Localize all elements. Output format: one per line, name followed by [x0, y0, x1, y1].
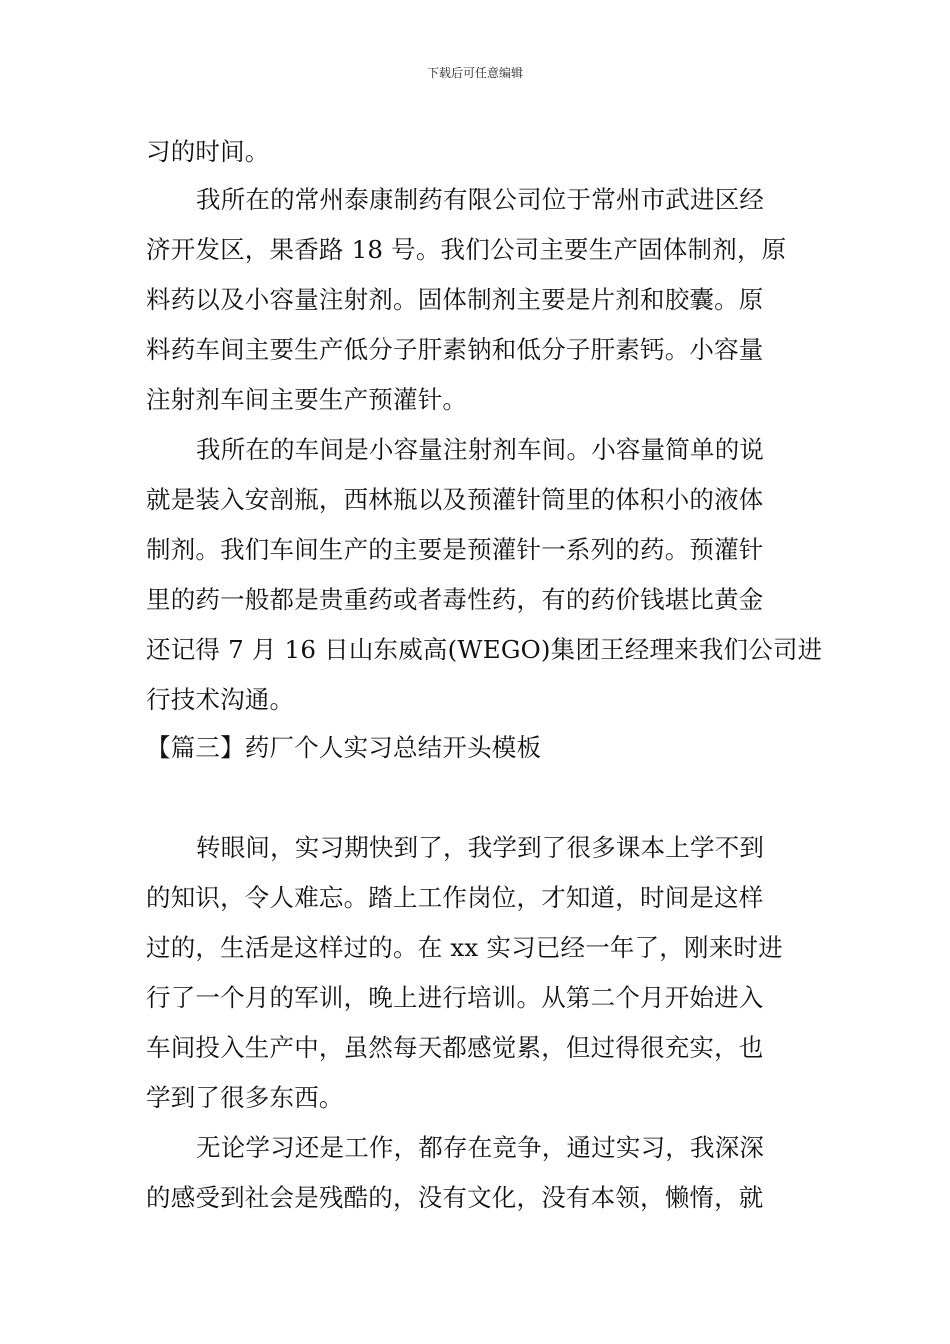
paragraph-first-line: 我所在的车间是小容量注射剂车间。小容量简单的说: [196, 435, 765, 464]
text-line: 制剂。我们车间生产的主要是预灌针一系列的药。预灌针: [146, 535, 764, 564]
paragraph-first-line: 我所在的常州泰康制药有限公司位于常州市武进区经: [196, 185, 765, 214]
paragraph-first-line: 无论学习还是工作，都存在竞争，通过实习，我深深: [196, 1133, 765, 1162]
text-line: 注射剂车间主要生产预灌针。: [146, 385, 468, 414]
text-line: 还记得 7 月 16 日山东威高(WEGO)集团王经理来我们公司进: [146, 635, 823, 664]
text-line: 就是装入安剖瓶，西林瓶以及预灌针筒里的体积小的液体: [146, 485, 764, 514]
text-line: 料药以及小容量注射剂。固体制剂主要是片剂和胶囊。原: [146, 285, 764, 314]
section-heading: 【篇三】药厂个人实习总结开头模板: [146, 733, 542, 762]
text-line: 过的，生活是这样过的。在 xx 实习已经一年了，刚来时进: [146, 933, 783, 962]
text-line: 的知识，令人难忘。踏上工作岗位，才知道，时间是这样: [146, 883, 764, 912]
text-line: 行了一个月的军训，晚上进行培训。从第二个月开始进入: [146, 983, 764, 1012]
text-line: 的感受到社会是残酷的，没有文化，没有本领，懒惰，就: [146, 1183, 764, 1212]
text-line: 济开发区，果香路 18 号。我们公司主要生产固体制剂，原: [146, 235, 787, 264]
paragraph-first-line: 转眼间，实习期快到了，我学到了很多课本上学不到: [196, 833, 765, 862]
text-line: 车间投入生产中，虽然每天都感觉累，但过得很充实，也: [146, 1033, 764, 1062]
text-line: 习的时间。: [146, 137, 270, 166]
page-header: 下载后可任意编辑: [426, 66, 523, 80]
text-line: 行技术沟通。: [146, 685, 295, 714]
text-line: 里的药一般都是贵重药或者毒性药，有的药价钱堪比黄金: [146, 585, 764, 614]
text-line: 学到了很多东西。: [146, 1083, 344, 1112]
text-line: 料药车间主要生产低分子肝素钠和低分子肝素钙。小容量: [146, 335, 764, 364]
